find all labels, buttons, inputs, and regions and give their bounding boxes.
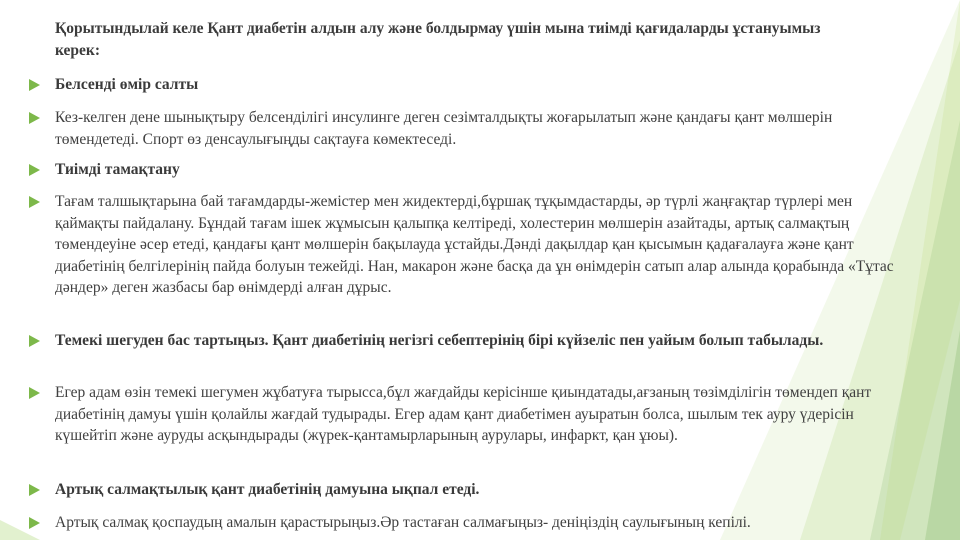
arrow-bullet-icon xyxy=(29,335,40,347)
arrow-bullet-icon xyxy=(29,387,40,399)
arrow-bullet-icon xyxy=(29,517,40,529)
arrow-bullet-icon xyxy=(29,79,40,91)
bullet-text: Артық салмақ қоспаудың амалын қарастырыңыз.Әр тастаған салмағыңыз- деніңіздің саулығының кепілі. xyxy=(55,514,751,531)
bullet-text: Егер адам өзін темекі шегумен жұбатуға тырысса,бұл жағдайды керісінше қиындатады,ағзаның төзімділігін төмендеп қант диабетінің дамуы үшін қолайлы жағдай тудырады. Егер адам қант диабетімен ауыратын болса, шылым тек ауру үдерісін күшейтіп және ауруды асқындырады (жүрек-қантамырларының аурулары, инфаркт, қан ұюы). xyxy=(55,384,872,444)
bullet-text: Тағам талшықтарына бай тағамдарды-жемістер мен жидектерді,бұршақ тұқымдастарды, әр түрлі жаңғақтар түрлері мен қаймақты пайдалану. Бұндай тағам ішек жұмысын қалыпқа келтіреді, холестерин мөлшерін азайтады, артық салмақтың төмендеуіне әсер етеді, қандағы қант мөлшерін бақылауда ұстайды.Дәнді дақылдар қан қысымын қадағалауға және қант диабетінің белгілерінің пайда болуын тежейді. Нан, макарон және басқа да ұн өнімдерін сатып алар алында қорабында «Тұтас дәндер» деген жазбасы бар өнімдерді алған дұрыс. xyxy=(55,193,894,296)
arrow-bullet-icon xyxy=(29,164,40,176)
intro-heading: Қорытындылай келе Қант диабетін алдын алу және болдырмау үшін мына тиімді қағидаларды ұстануымыз керек: xyxy=(55,20,821,59)
arrow-bullet-icon xyxy=(29,484,40,496)
bullet-text: Темекі шегуден бас тартыңыз. Қант диабетінің негізгі себептерінің бірі күйзеліс пен уайым болып табылады. xyxy=(55,332,824,349)
arrow-bullet-icon xyxy=(29,196,40,208)
bullet-text: Артық салмақтылық қант диабетінің дамуына ықпал етеді. xyxy=(55,481,480,498)
arrow-bullet-icon xyxy=(29,112,40,124)
bullet-text: Кез-келген дене шынықтыру белсенділігі инсулинге деген сезімталдықты жоғарылатып және қандағы қант мөлшерін төмендетеді. Спорт өз денсаулығыңды сақтауға көмектеседі. xyxy=(55,109,833,148)
bullet-text: Белсенді өмір салты xyxy=(55,76,199,93)
bullet-text: Тиімді тамақтану xyxy=(55,161,180,178)
